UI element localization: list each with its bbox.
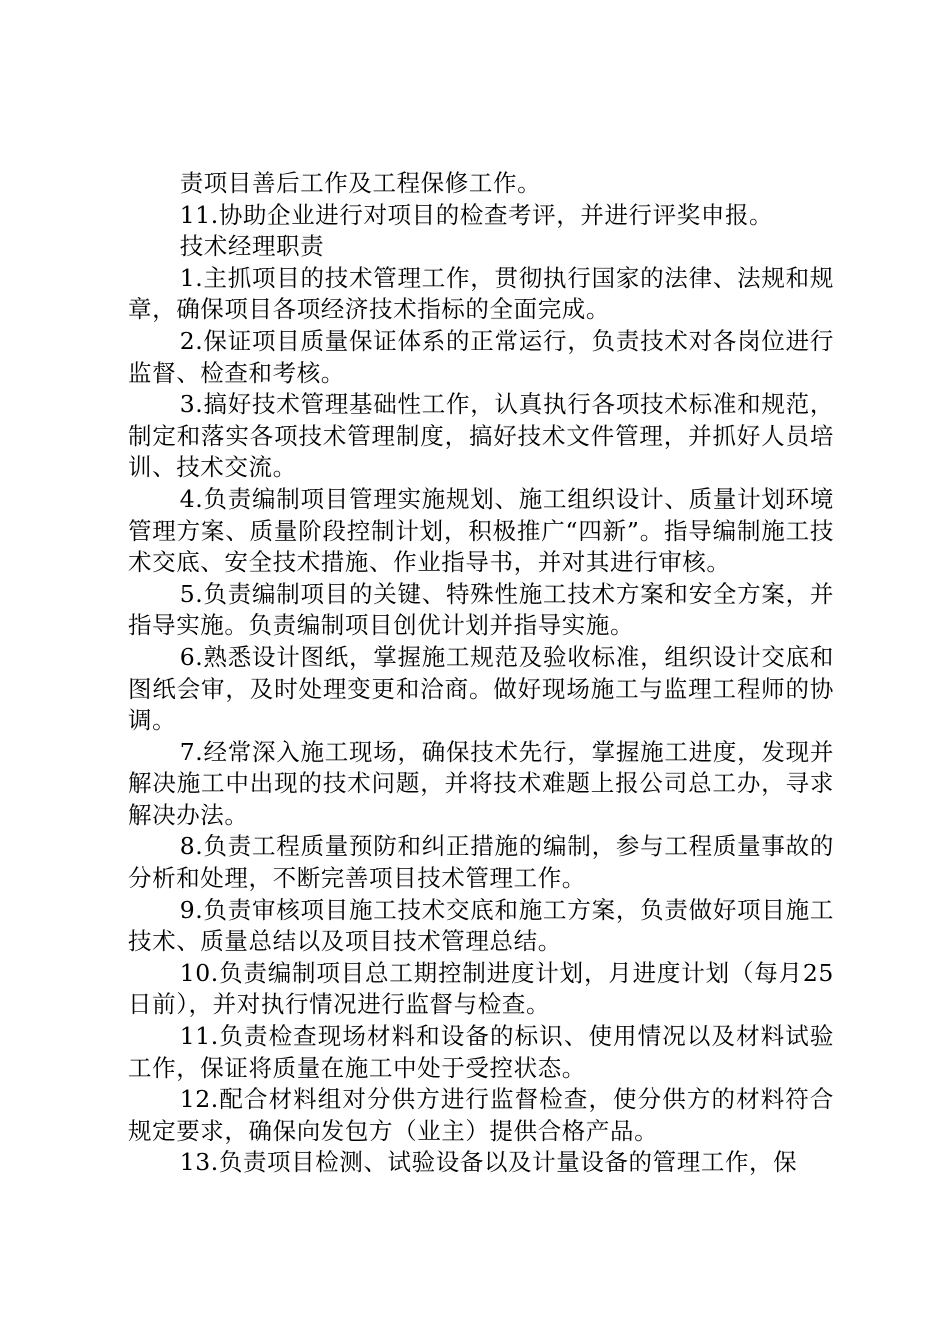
paragraph-item-11: 11.协助企业进行对项目的检查考评，并进行评奖申报。 [179,200,774,229]
document-body [128,168,834,1179]
paragraph-duty-10: 10.负责编制项目总工期控制进度计划，月进度计划（每月25日前），并对执行情况进行监督与检查。 [128,958,834,1019]
paragraph-duty-1: 1.主抓项目的技术管理工作，贯彻执行国家的法律、法规和规章，确保项目各项经济技术指标的全面完成。 [128,263,834,324]
paragraph-duty-5: 5.负责编制项目的关键、特殊性施工技术方案和安全方案，并指导实施。负责编制项目创优计划并指导实施。 [128,579,834,640]
paragraph-duty-3: 3.搞好技术管理基础性工作，认真执行各项技术标准和规范，制定和落实各项技术管理制度，搞好技术文件管理，并抓好人员培训、技术交流。 [128,390,834,482]
paragraph-duty-6: 6.熟悉设计图纸，掌握施工规范及验收标准，组织设计交底和图纸会审，及时处理变更和洽商。做好现场施工与监理工程师的协调。 [128,642,834,735]
paragraph-duty-9: 9.负责审核项目施工技术交底和施工方案，负责做好项目施工技术、质量总结以及项目技术管理总结。 [128,895,834,956]
section-heading: 技术经理职责 [179,232,325,261]
paragraph-duty-8: 8.负责工程质量预防和纠正措施的编制，参与工程质量事故的分析和处理，不断完善项目技术管理工作。 [128,832,834,893]
paragraph-continuation: 责项目善后工作及工程保修工作。 [179,169,542,197]
paragraph-duty-7: 7.经常深入施工现场，确保技术先行，掌握施工进度，发现并解决施工中出现的技术问题，并将技术难题上报公司总工办，寻求解决办法。 [128,737,834,829]
paragraph-duty-11: 11.负责检查现场材料和设备的标识、使用情况以及材料试验工作，保证将质量在施工中处于受控状态。 [128,1022,834,1082]
paragraph-duty-2: 2.保证项目质量保证体系的正常运行，负责技术对各岗位进行监督、检查和考核。 [128,326,834,387]
paragraph-duty-12: 12.配合材料组对分供方进行监督检查，使分供方的材料符合规定要求，确保向发包方（业主）提供合格产品。 [128,1085,834,1145]
paragraph-duty-4: 4.负责编制项目管理实施规划、施工组织设计、质量计划环境管理方案、质量阶段控制计划，积极推广“四新”。指导编制施工技术交底、安全技术措施、作业指导书，并对其进行审核。 [128,484,834,577]
paragraph-duty-13: 13.负责项目检测、试验设备以及计量设备的管理工作，保 [179,1148,798,1177]
